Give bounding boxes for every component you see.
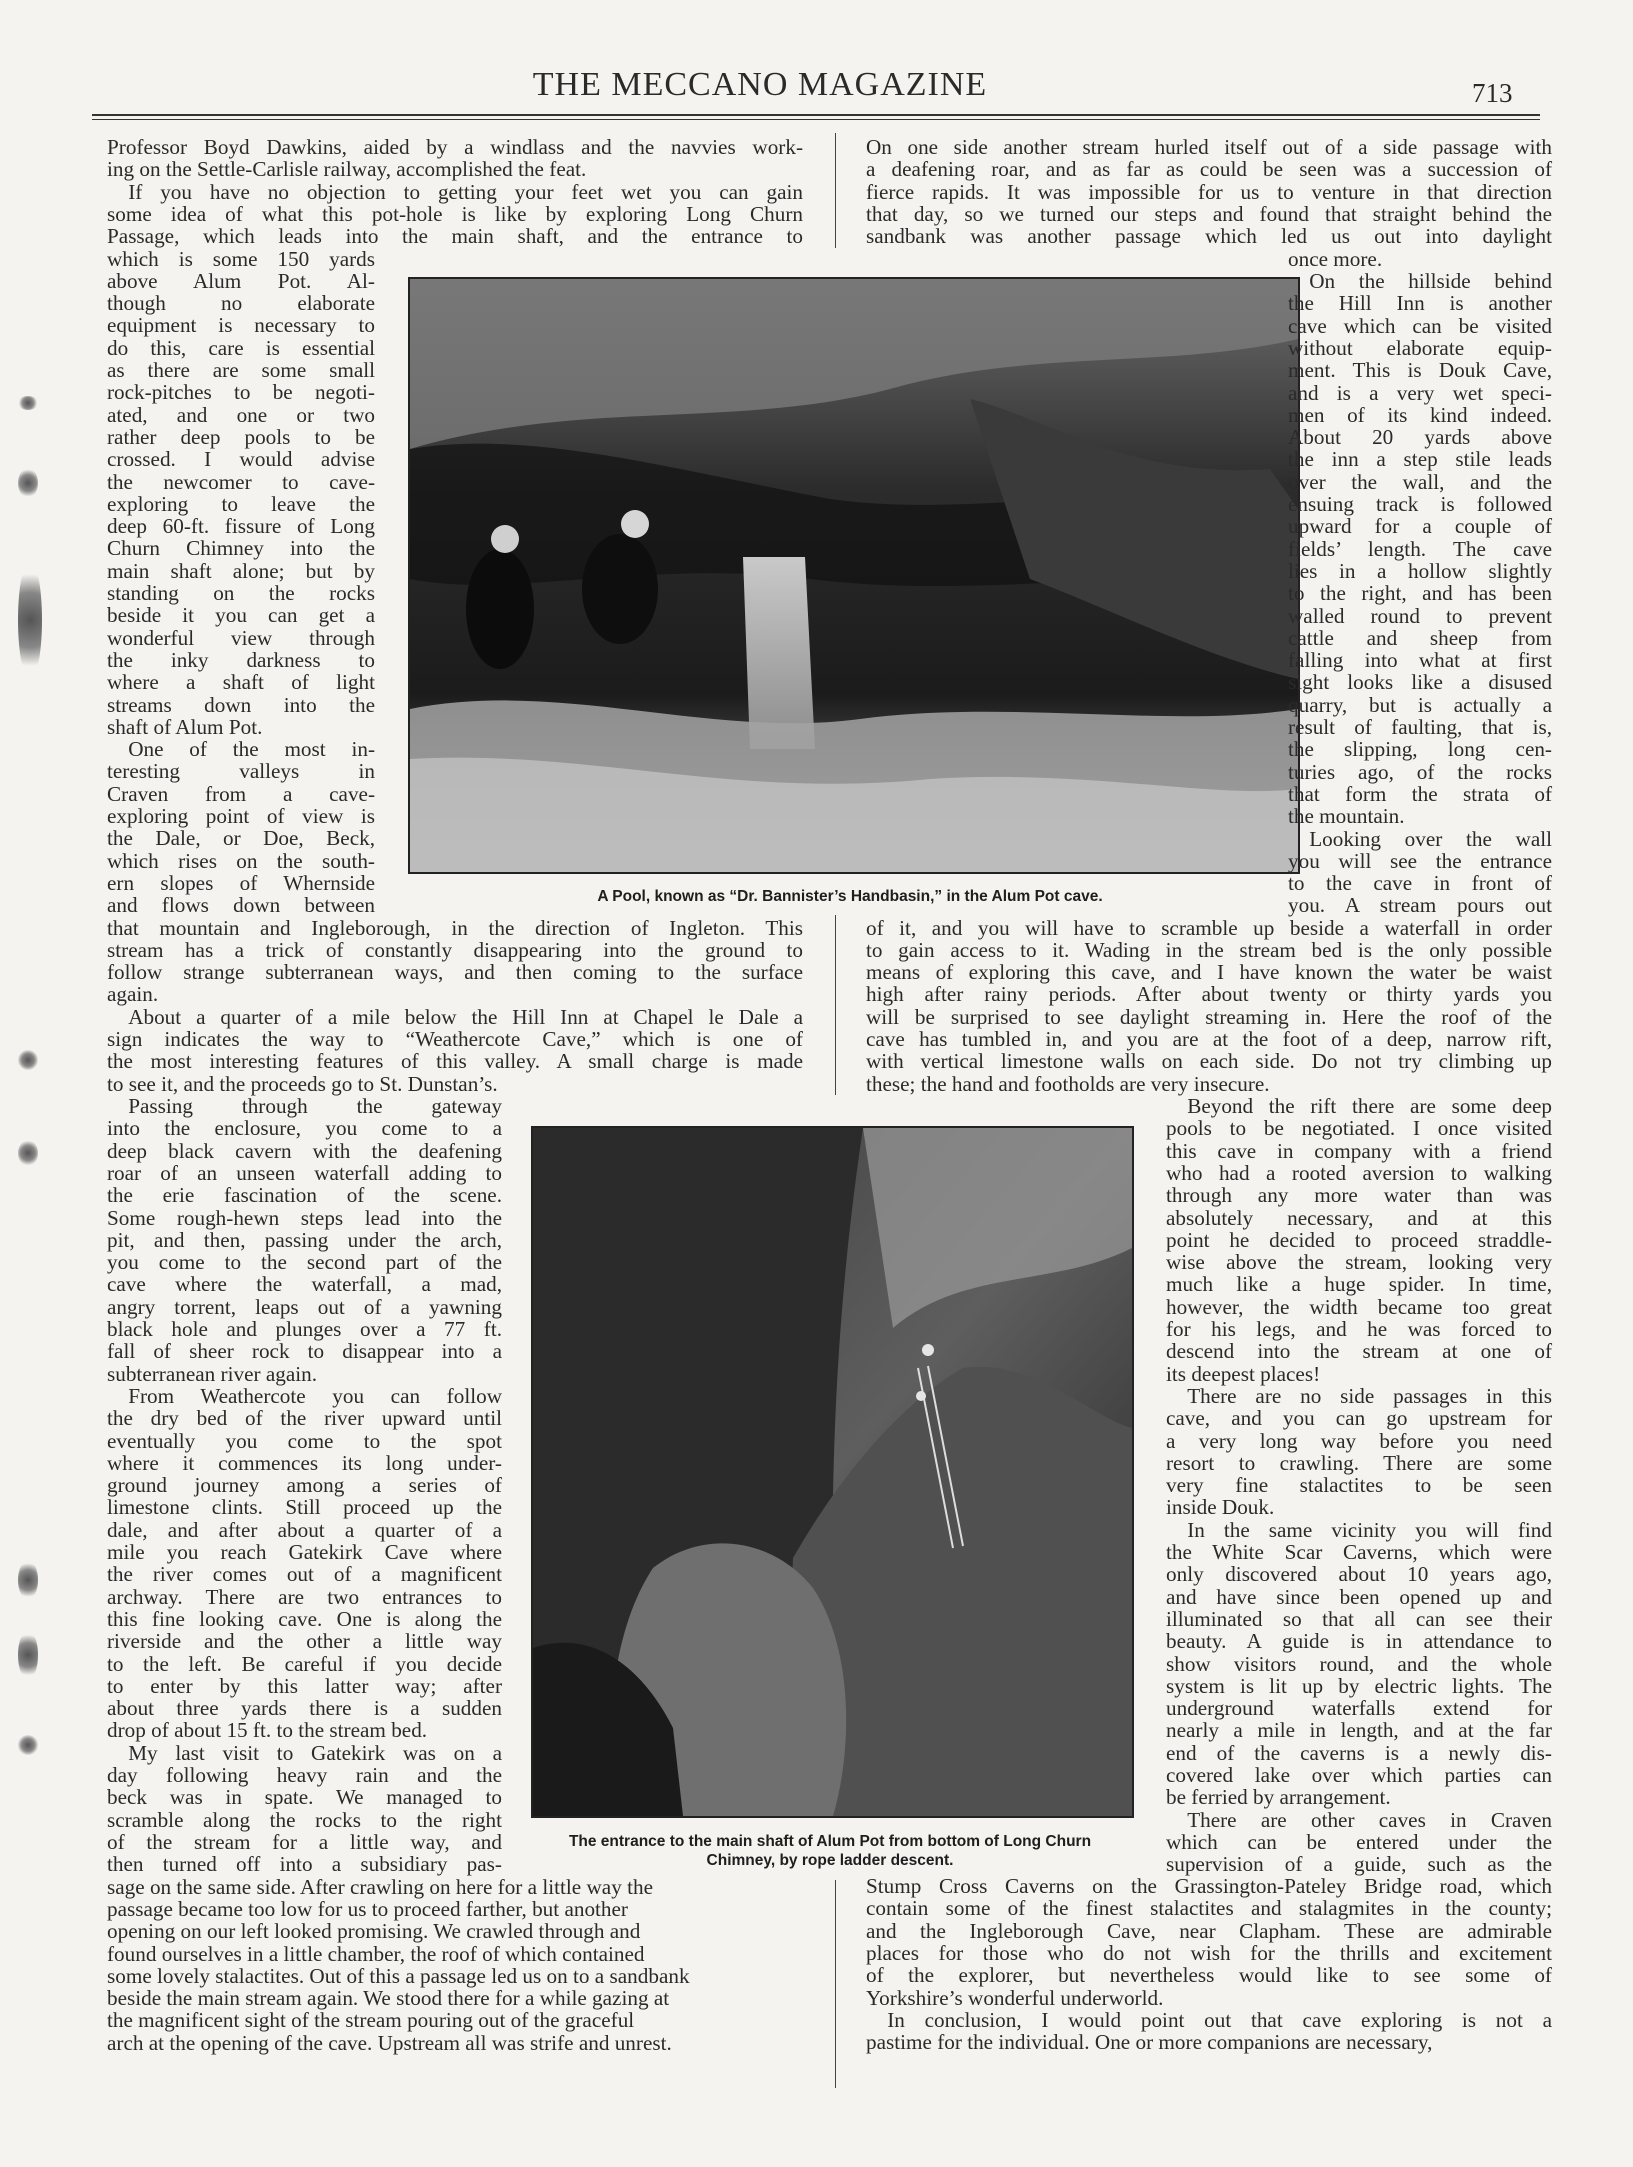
right-column-line: to the right, and has been — [1288, 581, 1552, 606]
left-column-line: About a quarter of a mile below the Hill Inn at Chapel le Dale a — [107, 1004, 803, 1029]
left-column-line: to see it, and the proceeds go to St. Dunstan’s. — [107, 1071, 498, 1096]
right-column-line: its deepest places! — [1166, 1361, 1321, 1386]
left-column-line: exploring to leave the — [107, 491, 375, 516]
binder-hole-mark — [18, 1140, 38, 1166]
left-column-line: passage became too low for us to proceed farther, but another — [107, 1896, 628, 1921]
photo-caption-top: A Pool, known as “Dr. Bannister’s Handbasin,” in the Alum Pot cave. — [597, 888, 1103, 905]
left-column-line: day following heavy rain and the — [107, 1763, 502, 1787]
header-rule — [92, 114, 1540, 116]
right-column-line: cave has tumbled in, and you are at the foot of a deep, narrow rift, — [866, 1027, 1552, 1051]
left-column-line: to the left. Be careful if you decide — [107, 1651, 502, 1676]
right-column-line: In conclusion, I would point out that cave exploring is not a — [866, 2007, 1552, 2032]
left-column-line: scramble along the rocks to the right — [107, 1807, 502, 1832]
left-column-line: From Weathercote you can follow — [107, 1383, 502, 1408]
page-title: THE MECCANO MAGAZINE — [532, 66, 988, 103]
right-column-line: pools to be negotiated. I once visited — [1166, 1116, 1552, 1141]
left-column-line: Professor Boyd Dawkins, aided by a windlass and the navvies work- — [107, 135, 803, 159]
right-column-line: of the explorer, but nevertheless would like to see some of — [866, 1963, 1552, 1988]
left-column-line: sign indicates the way to “Weathercote Cave,” which is one of — [107, 1027, 803, 1051]
left-column-line: as there are some small — [107, 358, 375, 382]
left-column-line: the newcomer to cave- — [107, 469, 375, 494]
left-column-line: rock-pitches to be negoti- — [107, 380, 375, 405]
left-column-line: then turned off into a subsidiary pas- — [107, 1852, 502, 1877]
left-column-line: Some rough-hewn steps lead into the — [107, 1205, 502, 1230]
left-column-line: crossed. I would advise — [107, 447, 375, 472]
right-column-line: system is lit up by electric lights. The — [1166, 1673, 1552, 1698]
right-column-line: over the wall, and the — [1288, 469, 1552, 494]
right-column-line: sight looks like a disused — [1288, 670, 1552, 695]
right-column-line: There are other caves in Craven — [1166, 1807, 1552, 1832]
left-column-line: equipment is necessary to — [107, 313, 375, 338]
left-column-line: archway. There are two entrances to — [107, 1584, 502, 1609]
left-column-line: the Dale, or Doe, Beck, — [107, 826, 375, 851]
left-column-line: If you have no objection to getting your feet wet you can gain — [107, 179, 803, 204]
right-column-line: illuminated so that all can see their — [1166, 1606, 1552, 1631]
left-column-line: some idea of what this pot-hole is like by exploring Long Churn — [107, 201, 803, 226]
left-column-line: where a shaft of light — [107, 670, 375, 695]
right-column-line: that day, so we turned our steps and found that straight behind the — [866, 201, 1552, 226]
column-divider-top — [835, 133, 836, 248]
left-column-line: cave where the waterfall, a mad, — [107, 1272, 502, 1297]
photo-caption-middle-line1: The entrance to the main shaft of Alum Pot from bottom of Long Churn — [568, 1833, 1092, 1850]
right-column-line: the Hill Inn is another — [1288, 291, 1552, 316]
right-column-line: and is a very wet speci- — [1288, 380, 1552, 405]
right-column-line: On one side another stream hurled itself out of a side passage with — [866, 135, 1552, 159]
right-column-line: these; the hand and footholds are very insecure. — [866, 1071, 1270, 1096]
left-column-line: found ourselves in a little chamber, the roof of which contained — [107, 1941, 645, 1966]
left-column-line: the erie fascination of the scene. — [107, 1183, 502, 1208]
right-column-line: fierce rapids. It was impossible for us to venture in that direction — [866, 179, 1552, 204]
left-column-line: wonderful view through — [107, 625, 375, 650]
left-column-line: where it commences its long under- — [107, 1450, 502, 1475]
left-column-line: though no elaborate — [107, 291, 375, 316]
right-column-line: high after rainy periods. After about twenty or thirty yards you — [866, 982, 1552, 1007]
left-column-line: Passage, which leads into the main shaft, and the entrance to — [107, 224, 803, 249]
right-column-line: Beyond the rift there are some deep — [1166, 1094, 1552, 1118]
page-number: 713 — [1472, 78, 1513, 108]
left-column-line: follow strange subterranean ways, and then coming to the surface — [107, 960, 803, 985]
column-divider-bottom — [835, 1880, 836, 2088]
right-column-line: means of exploring this cave, and I have known the water be waist — [866, 960, 1552, 985]
right-column-line: with vertical limestone walls on each side. Do not try climbing up — [866, 1049, 1552, 1074]
left-column-line: black hole and plunges over a 77 ft. — [107, 1317, 502, 1341]
left-column-line: shaft of Alum Pot. — [107, 714, 263, 739]
right-column-line: Yorkshire’s wonderful underworld. — [866, 1985, 1164, 2010]
left-column-line: of the stream for a little way, and — [107, 1830, 502, 1854]
right-column-line: places for those who do not wish for the thrills and excitement — [866, 1940, 1552, 1965]
right-column-line: quarry, but is actually a — [1288, 692, 1552, 717]
right-column-line: descend into the stream at one of — [1166, 1339, 1552, 1364]
right-column-line: which can be entered under the — [1166, 1829, 1552, 1854]
right-column-line: lies in a hollow slightly — [1288, 558, 1552, 583]
right-column-line: who had a rooted aversion to walking — [1166, 1160, 1552, 1185]
left-column-line: ing on the Settle-Carlisle railway, accomplished the feat. — [107, 157, 587, 182]
left-column-line: that mountain and Ingleborough, in the direction of Ingleton. This — [107, 915, 803, 940]
left-column-line: which is some 150 yards — [107, 246, 375, 271]
left-column-line: Passing through the gateway — [107, 1094, 502, 1118]
left-column-line: the inky darkness to — [107, 647, 375, 672]
right-column-line: wise above the stream, looking very — [1166, 1250, 1552, 1275]
right-column-line: a very long way before you need — [1166, 1428, 1552, 1453]
right-column-line: to gain access to it. Wading in the stream bed is the only possible — [866, 937, 1552, 962]
left-column-line: rather deep pools to be — [107, 424, 375, 449]
right-column-line: falling into what at first — [1288, 648, 1552, 673]
right-column-line: pastime for the individual. One or more companions are necessary, — [866, 2030, 1433, 2055]
left-column-line: exploring point of view is — [107, 804, 375, 828]
left-column-line: to enter by this latter way; after — [107, 1673, 502, 1698]
left-column-line: some lovely stalactites. Out of this a passage led us on to a sandbank — [107, 1963, 690, 1988]
right-column-line: the White Scar Caverns, which were — [1166, 1540, 1552, 1564]
left-column-line: deep black cavern with the deafening — [107, 1138, 502, 1163]
left-column-line: pit, and then, passing under the arch, — [107, 1227, 502, 1252]
header-rule-thin — [92, 119, 1540, 120]
left-column-line: above Alum Pot. Al- — [107, 268, 375, 293]
right-column-line: covered lake over which parties can — [1166, 1763, 1552, 1787]
left-column-line: fall of sheer rock to disappear into a — [107, 1339, 502, 1364]
binder-hole-mark — [18, 1735, 38, 1755]
left-column-line: arch at the opening of the cave. Upstream all was strife and unrest. — [107, 2030, 672, 2055]
right-column-line: underground waterfalls extend for — [1166, 1696, 1552, 1721]
right-column-line: turies ago, of the rocks — [1288, 759, 1552, 784]
left-column-line: riverside and the other a little way — [107, 1629, 502, 1654]
right-column-line: the inn a step stile leads — [1288, 447, 1552, 472]
right-column-line: cave which can be visited — [1288, 313, 1552, 338]
left-column-line: which rises on the south- — [107, 848, 375, 873]
left-column-line: ated, and one or two — [107, 402, 375, 427]
right-column-line: you. A stream pours out — [1288, 893, 1552, 918]
left-column-line: My last visit to Gatekirk was on a — [107, 1740, 502, 1765]
right-column-line: sandbank was another passage which led us out into daylight — [866, 224, 1552, 249]
right-column-line: inside Douk. — [1166, 1495, 1275, 1520]
right-column-line: upward for a couple of — [1288, 514, 1552, 539]
photo-caption-middle-line2: Chimney, by rope ladder descent. — [706, 1852, 954, 1869]
right-column-line: Looking over the wall — [1288, 826, 1552, 851]
column-divider-mid — [835, 915, 836, 1095]
right-column-line: for his legs, and he was forced to — [1166, 1317, 1552, 1341]
right-column-line: walled round to prevent — [1288, 603, 1552, 628]
left-column-line: the river comes out of a magnificent — [107, 1562, 502, 1587]
right-column-line: ment. This is Douk Cave, — [1288, 358, 1552, 383]
right-column-line: once more. — [1288, 246, 1383, 271]
right-column-line: In the same vicinity you will find — [1166, 1517, 1552, 1542]
left-column-line: Craven from a cave- — [107, 781, 375, 806]
right-column-line: About 20 yards above — [1288, 425, 1552, 450]
right-column-line: to the cave in front of — [1288, 871, 1552, 896]
left-column-line: ground journey among a series of — [107, 1473, 502, 1498]
left-column-line: stream has a trick of constantly disappearing into the ground to — [107, 937, 803, 962]
left-column-line: roar of an unseen waterfall adding to — [107, 1160, 502, 1185]
binder-hole-mark — [18, 396, 38, 410]
left-column-line: into the enclosure, you come to a — [107, 1116, 502, 1141]
right-column-line: that form the strata of — [1288, 781, 1552, 806]
left-column-line: drop of about 15 ft. to the stream bed. — [107, 1718, 428, 1743]
left-column-line: Churn Chimney into the — [107, 536, 375, 561]
left-column-line: the most interesting features of this valley. A small charge is made — [107, 1049, 803, 1074]
left-column-line: main shaft alone; but by — [107, 558, 375, 583]
right-column-line: will be surprised to see daylight streaming in. Here the roof of the — [866, 1004, 1552, 1029]
left-column-line: streams down into the — [107, 692, 375, 717]
right-column-line: absolutely necessary, and at this — [1166, 1205, 1552, 1230]
right-column-line: nearly a mile in length, and at the far — [1166, 1718, 1552, 1743]
right-column-line: show visitors round, and the whole — [1166, 1651, 1552, 1676]
right-column-line: a deafening roar, and as far as could be seen was a succession of — [866, 157, 1552, 182]
right-column-line: point he decided to proceed straddle- — [1166, 1227, 1552, 1252]
right-column-line: much like a huge spider. In time, — [1166, 1272, 1552, 1297]
right-column-line: only discovered about 10 years ago, — [1166, 1562, 1552, 1587]
left-column-line: the dry bed of the river upward until — [107, 1406, 502, 1431]
left-column-line: standing on the rocks — [107, 581, 375, 605]
left-column-line: limestone clints. Still proceed up the — [107, 1495, 502, 1520]
right-column-line: There are no side passages in this — [1166, 1383, 1552, 1408]
photo-alum-pot-pool — [408, 277, 1300, 874]
right-column-line: beauty. A guide is in attendance to — [1166, 1629, 1552, 1654]
binder-hole-mark — [18, 1630, 38, 1680]
left-column-line: teresting valleys in — [107, 759, 375, 784]
right-column-line: resort to crawling. There are some — [1166, 1450, 1552, 1475]
left-column-line: beside it you can get a — [107, 603, 375, 628]
right-column-line: and the Ingleborough Cave, near Clapham. These are admirable — [866, 1918, 1552, 1943]
binder-hole-mark — [18, 1560, 38, 1600]
right-column-line: ensuing track is followed — [1288, 492, 1552, 516]
right-column-line: men of its kind indeed. — [1288, 402, 1552, 427]
left-column-line: opening on our left looked promising. We crawled through and — [107, 1919, 641, 1944]
left-column-line: ern slopes of Whernside — [107, 870, 375, 895]
left-column-line: subterranean river again. — [107, 1361, 318, 1386]
right-column-line: supervision of a guide, such as the — [1166, 1852, 1552, 1877]
photo-long-churn-chimney — [531, 1126, 1134, 1818]
left-column-line: you come to the second part of the — [107, 1250, 502, 1275]
right-column-line: Stump Cross Caverns on the Grassington-Pateley Bridge road, which — [866, 1874, 1552, 1898]
right-column-line: On the hillside behind — [1288, 269, 1552, 293]
right-column-line: of it, and you will have to scramble up beside a waterfall in order — [866, 915, 1552, 940]
left-column-line: this fine looking cave. One is along the — [107, 1606, 502, 1631]
left-column-line: eventually you come to the spot — [107, 1428, 502, 1453]
left-column-line: deep 60-ft. fissure of Long — [107, 514, 375, 539]
right-column-line: result of faulting, that is, — [1288, 715, 1552, 739]
right-column-line: you will see the entrance — [1288, 848, 1552, 873]
left-column-line: One of the most in- — [107, 737, 375, 762]
right-column-line: this cave in company with a friend — [1166, 1138, 1552, 1163]
left-column-line: the magnificent sight of the stream pouring out of the graceful — [107, 2008, 635, 2033]
left-column-line: sage on the same side. After crawling on here for a little way the — [107, 1874, 653, 1899]
right-column-line: contain some of the finest stalactites and stalagmites in the county; — [866, 1896, 1552, 1921]
right-column-line: cattle and sheep from — [1288, 625, 1552, 650]
left-column-line: beside the main stream again. We stood there for a while gazing at — [107, 1986, 670, 2011]
left-column-line: again. — [107, 982, 159, 1007]
right-column-line: be ferried by arrangement. — [1166, 1785, 1391, 1810]
right-column-line: the slipping, long cen- — [1288, 737, 1552, 762]
right-column-line: cave, and you can go upstream for — [1166, 1406, 1552, 1431]
left-column-line: and flows down between — [107, 893, 375, 918]
right-column-line: fields’ length. The cave — [1288, 536, 1552, 561]
binder-hole-mark — [18, 1050, 38, 1070]
binder-hole-mark — [18, 468, 38, 498]
left-column-line: beck was in spate. We managed to — [107, 1785, 502, 1810]
right-column-line: very fine stalactites to be seen — [1166, 1473, 1552, 1498]
left-column-line: angry torrent, leaps out of a yawning — [107, 1294, 502, 1319]
left-column-line: do this, care is essential — [107, 335, 375, 360]
right-column-line: and have since been opened up and — [1166, 1584, 1552, 1609]
right-column-line: end of the caverns is a newly dis- — [1166, 1740, 1552, 1765]
left-column-line: mile you reach Gatekirk Cave where — [107, 1540, 502, 1564]
right-column-line: without elaborate equip- — [1288, 335, 1552, 360]
right-column-line: the mountain. — [1288, 804, 1405, 829]
right-column-line: through any more water than was — [1166, 1183, 1552, 1208]
right-column-line: however, the width became too great — [1166, 1294, 1552, 1319]
left-column-line: about three yards there is a sudden — [107, 1696, 502, 1721]
left-column-line: dale, and after about a quarter of a — [107, 1517, 502, 1542]
binder-hole-mark — [18, 560, 42, 680]
